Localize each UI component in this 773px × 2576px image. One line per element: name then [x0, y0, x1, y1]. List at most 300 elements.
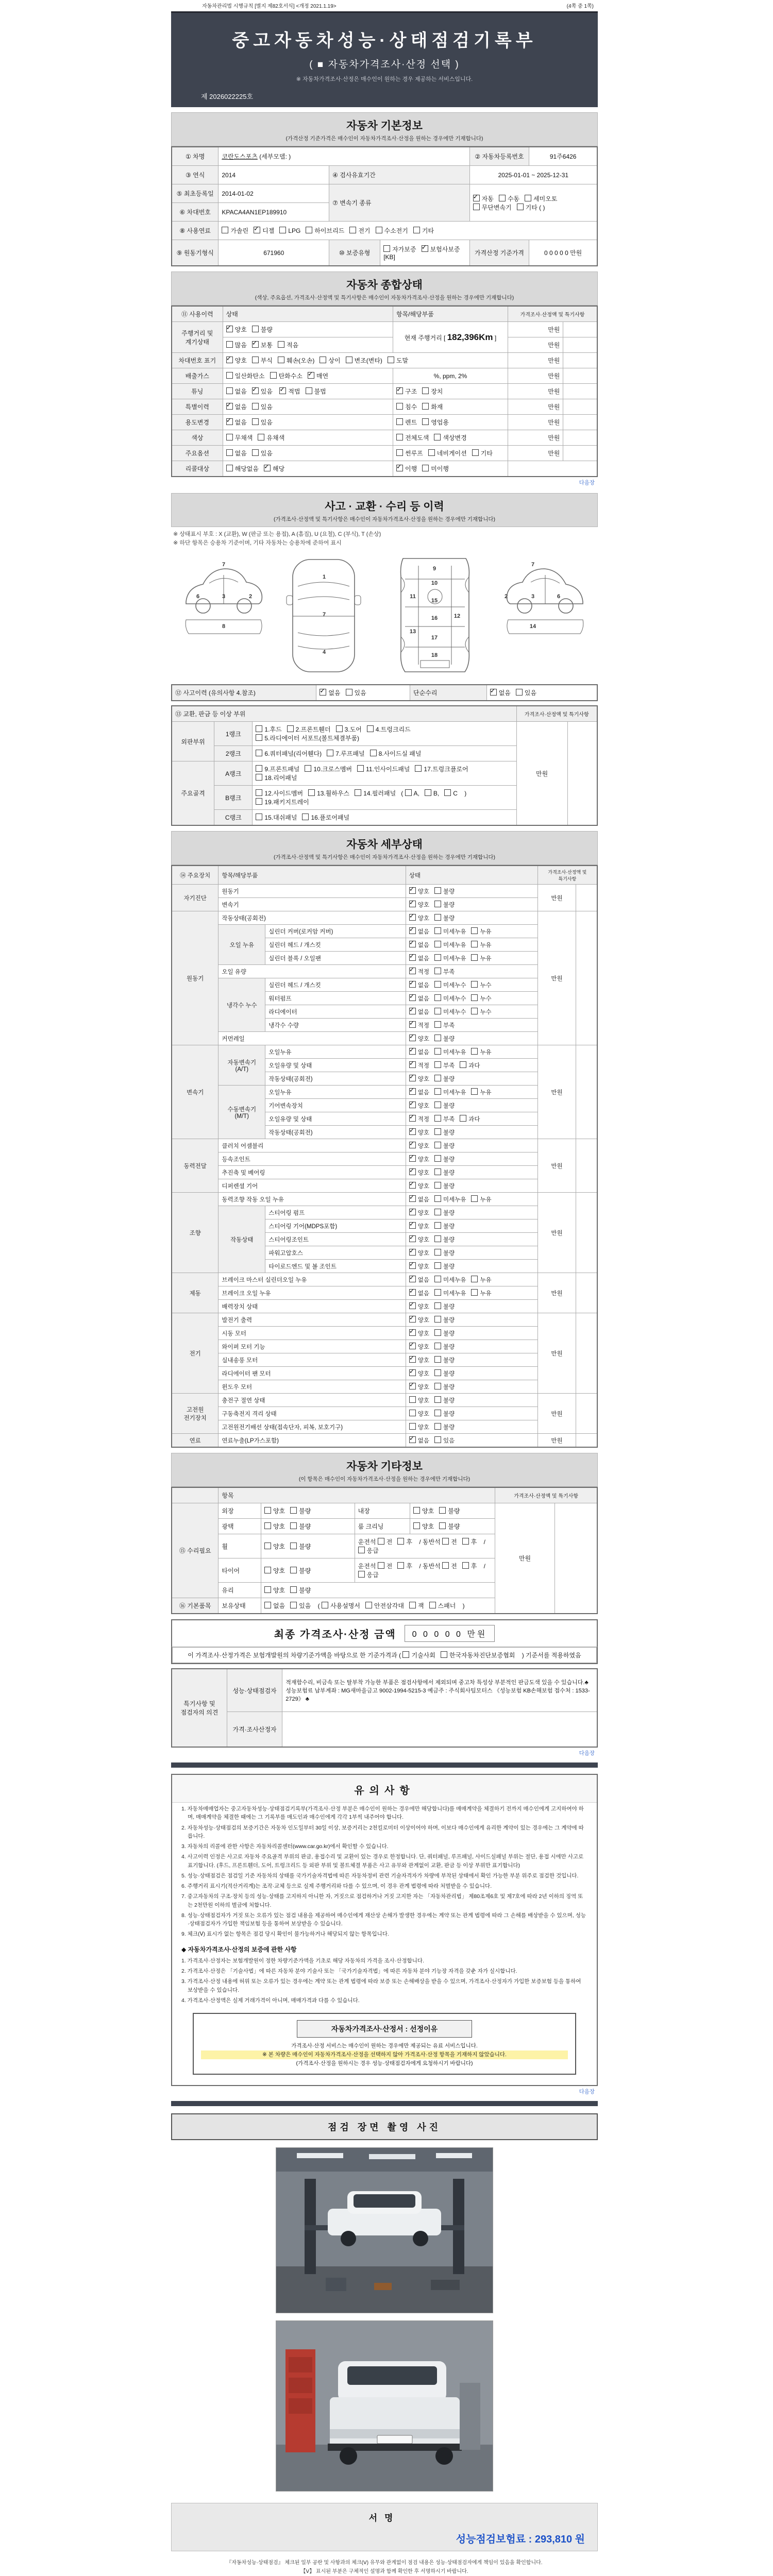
checkbox-icon: 불량 [434, 1224, 455, 1230]
checkbox-icon: 5.라디에이터 서포트(볼트체결부품) [256, 735, 359, 742]
value-cell: 내장 [355, 1503, 410, 1519]
value-cell [563, 322, 597, 337]
label-cell: 상태 [223, 306, 393, 322]
price-basis-line [172, 1647, 597, 1663]
value-cell [406, 1153, 537, 1166]
value-cell [406, 898, 537, 911]
value-cell [406, 1353, 537, 1367]
checkbox-icon: 양호 [409, 1398, 429, 1404]
checkbox-icon: 도말 [388, 357, 408, 364]
value-cell [406, 1112, 537, 1126]
signature-label: 서명 [368, 2513, 400, 2523]
label-cell: ① 차명 [172, 147, 219, 166]
notice-section [171, 1774, 598, 2086]
value-cell [576, 1394, 597, 1434]
document-number: 제 2026022225호 [201, 93, 254, 100]
checkbox-icon: 불량 [434, 1304, 455, 1310]
checkbox-icon: 영업용 [422, 419, 449, 426]
next-page-link[interactable]: 다음장 [579, 480, 595, 486]
value-cell: 현재 주행거리 [ 182,396Km ] [393, 322, 508, 353]
value-cell [406, 1045, 537, 1059]
value-cell: 만원 [508, 337, 563, 353]
checkbox-icon: 많음 [226, 342, 247, 349]
value-cell: 작동상태(공회전) [219, 911, 406, 925]
checkbox-icon: 불량 [434, 916, 455, 922]
label-cell: 상태 [406, 866, 537, 885]
checkbox-checked-icon: ✓ 없음 [226, 419, 247, 426]
notice-subheader: ◆ 자동차가격조사·산정의 보증에 관한 사항 [181, 1945, 297, 1953]
value-cell [576, 1434, 597, 1448]
checkbox-icon: 불량 [434, 1157, 455, 1163]
value-cell: 커먼레일 [219, 1032, 406, 1045]
checkbox-icon: 18.리어패널 [256, 774, 297, 782]
value-cell: 운전석 전 후 / 동반석 전 후 / 응급 [355, 1558, 495, 1583]
checkbox-icon: 불량 [434, 1143, 455, 1149]
checkbox-icon: 불량 [434, 1384, 455, 1391]
checkbox-icon: 13.휠하우스 [308, 790, 349, 797]
label-cell: ⑤ 최초등록일 [172, 184, 219, 203]
regulation-text: 자동차관리법 시행규칙 [별지 제82호서식] <개정 2021.1.19> [202, 4, 337, 9]
checkbox-checked-icon: ✓ 양호 [409, 1250, 429, 1257]
value-cell: 브레이크 마스터 실린더오일 누유 [219, 1273, 406, 1286]
value-cell: 오일누유 [265, 1086, 406, 1099]
value-cell: 윈도우 모터 [219, 1380, 406, 1394]
value-cell [223, 399, 393, 415]
checkbox-checked-icon: ✓ 적법 [279, 388, 300, 395]
diagram-part-number: 1 [322, 574, 326, 580]
value-cell: KPACA4AN1EP189910 [219, 203, 329, 222]
value-cell [563, 353, 597, 368]
checkbox-icon: 무단변속기 [473, 204, 512, 211]
value-cell [406, 1179, 537, 1193]
checkbox-checked-icon: ✓ 없음 [320, 689, 340, 697]
checkbox-icon: 기타 [472, 450, 493, 457]
section-subtitle: (이 항목은 매수인이 자동차가격조사·산정을 원하는 경우에만 기재합니다) [298, 1476, 470, 1482]
value-cell: 워터펌프 [265, 992, 406, 1005]
checkbox-icon: 과다 [460, 1116, 480, 1123]
checkbox-icon: 없음 [264, 1602, 285, 1609]
checkbox-checked-icon: ✓ 양호 [409, 889, 429, 895]
checkbox-icon: 부족 [434, 1063, 455, 1069]
value-cell [567, 722, 597, 826]
notice-item: 7. 중고자동차의 구조·장치 등의 성능·상태를 고지하지 아니한 자, 거짓으로 점검하거나 거짓 고지한 자는 「자동차관리법」 제80조제6호 및 제7호에 따라 2년 이하의 징역 또는 2천만원 이하의 벌금에 처합니다. [181, 1893, 583, 1908]
value-cell: 만원 [508, 430, 563, 446]
notice-item: 2. 가격조사·산정은 「기술사법」에 따른 자동차 분야 기술사 또는 「국가기술자격법」에 따른 자동차 분야 기능장 자격을 갖춘 자가 실시합니다. [181, 1968, 517, 1974]
label-cell: 수동변속기 (M/T) [219, 1086, 265, 1139]
checkbox-checked-icon: ✓ 양호 [409, 1304, 429, 1310]
value-cell [253, 722, 516, 746]
value-cell [406, 1380, 537, 1394]
checkbox-icon: 불량 [434, 1344, 455, 1350]
value-cell: 스티어링 기어(MDPS포함) [265, 1219, 406, 1233]
signature-section [171, 2503, 598, 2551]
value-cell: 시동 모터 [219, 1327, 406, 1340]
value-cell: 실린더 헤드 / 개스킷 [265, 978, 406, 992]
checkbox-checked-icon: ✓ 양호 [409, 1130, 429, 1136]
checkbox-icon: 후 [397, 1563, 412, 1570]
checkbox-checked-icon: ✓ 없음 [409, 1277, 429, 1283]
value-cell: 만원 [508, 446, 563, 461]
value-cell: 만원 [508, 415, 563, 430]
checkbox-checked-icon: ✓ 양호 [409, 1157, 429, 1163]
checkbox-icon: 미세누유 [434, 1090, 466, 1096]
checkbox-icon: 미이행 [422, 465, 449, 472]
value-cell: 외장 [219, 1503, 261, 1519]
diagram-part-number: 2 [504, 594, 508, 600]
final-price-label: 최종 가격조사·산정 금액 [274, 1629, 396, 1640]
notice-item: 3. 가격조사·산정 내용에 허위 또는 오류가 있는 경우에는 계약 또는 관계 법령에 따라 보증 또는 손해배상을 받을 수 있으며, 가격조사·산정자가 가입한 보증보험 등을 통하여 보상받을 수 있습니다. [181, 1978, 581, 1993]
value-cell [406, 965, 537, 978]
value-cell [406, 911, 537, 925]
value-cell: 적재함수리, 비금속 또는 탈부착 가능한 부품은 점검사항에서 제외되며 중고차 특성상 부분적인 판금도색 있을 수 있습니다.♣ 성능보험료 납부계좌 : MG새마을금고 9002-1994-5215-3 예금주 : 주식회사팀모터스 《성능보험 KB손해보험 접수처 : 1533-2729》 ♣ [282, 1669, 597, 1712]
checkbox-icon: 양호 [264, 1567, 285, 1574]
premium-value: 293,810 원 [534, 2534, 585, 2546]
value-cell [261, 1583, 495, 1598]
checkbox-icon: 불량 [290, 1543, 311, 1550]
checkbox-checked-icon: ✓ 없음 [409, 929, 429, 935]
section-title: 자동차 기본정보 [346, 120, 423, 132]
value-cell [406, 1420, 537, 1434]
car-damage-diagram [178, 550, 591, 680]
next-page-link[interactable]: 다음장 [579, 2089, 595, 2095]
value-cell [406, 1233, 537, 1246]
checkbox-icon: 장치 [422, 388, 443, 395]
value-cell [406, 1086, 537, 1099]
value-cell [406, 1032, 537, 1045]
value-cell [253, 761, 516, 786]
diagram-part-number: 18 [431, 652, 438, 658]
value-cell [410, 1519, 495, 1534]
checkbox-icon: 불량 [434, 1170, 455, 1176]
checkbox-icon: 불량 [434, 1425, 455, 1431]
checkbox-icon: LPG [279, 227, 300, 234]
value-cell: 등속조인트 [219, 1153, 406, 1166]
value-cell [486, 685, 597, 701]
checkbox-checked-icon: ✓ 양호 [409, 1076, 429, 1082]
checkbox-icon: 전 [442, 1563, 457, 1570]
checkbox-icon: 불량 [434, 889, 455, 895]
checkbox-icon: 기타 ( ) [517, 204, 545, 211]
value-cell: 디퍼렌셜 기어 [219, 1179, 406, 1193]
value-cell [393, 461, 508, 477]
diagram-part-number: 7 [531, 562, 535, 568]
checkbox-icon: 양호 [264, 1543, 285, 1550]
value-cell: 오일누유 [265, 1045, 406, 1059]
label-cell: 가격산정 기준가격 [469, 240, 529, 266]
value-cell [563, 415, 597, 430]
value-cell: 오일유량 및 상태 [265, 1059, 406, 1072]
checkbox-icon: 사용설명서 [322, 1602, 360, 1609]
checkbox-checked-icon: ✓ 없음 [226, 403, 247, 411]
value-cell [406, 1059, 537, 1072]
diagram-part-number: 3 [531, 594, 535, 600]
checkbox-icon: 전체도색 [396, 434, 429, 442]
checkbox-icon: 불법 [306, 388, 326, 395]
checkbox-checked-icon: ✓ 양호 [409, 1170, 429, 1176]
value-cell [261, 1519, 355, 1534]
checkbox-icon: 누수 [471, 1009, 491, 1015]
section-title: 자동차 기타정보 [346, 1461, 423, 1472]
label-cell: 조향 [172, 1193, 219, 1273]
value-cell: 만원 [537, 911, 576, 1045]
value-cell: 자가보증 ✓ 보험사보증 [KB] [380, 240, 469, 266]
checkbox-icon: 가솔린 [222, 227, 248, 234]
value-cell [406, 1019, 537, 1032]
section-basic-info [171, 112, 598, 146]
checkbox-icon: 누유 [471, 1090, 491, 1096]
value-cell [261, 1534, 355, 1558]
checkbox-icon: 11.인사이드패널 [357, 766, 410, 773]
checkbox-icon: 미세누유 [434, 1277, 466, 1283]
label-cell: 전기 [172, 1313, 219, 1394]
checkbox-checked-icon: ✓ 양호 [409, 1371, 429, 1377]
checkbox-icon: 미세누유 [434, 1197, 466, 1203]
price-basis-host [171, 1647, 598, 1664]
value-cell: 동력조향 작동 오일 누유 [219, 1193, 406, 1206]
checkbox-icon: 기타 [413, 227, 434, 234]
value-cell [223, 337, 393, 353]
basic-info-table [171, 146, 598, 266]
next-page-link[interactable]: 다음장 [579, 1750, 595, 1756]
value-cell: 발전기 출력 [219, 1313, 406, 1327]
pager-row [171, 477, 598, 488]
value-cell [406, 1394, 537, 1407]
checkbox-icon: 탄화수소 [270, 372, 303, 380]
label-cell: ③ 연식 [172, 166, 219, 184]
checkbox-icon: 상이 [320, 357, 340, 364]
label-cell: C랭크 [214, 810, 253, 826]
value-cell [406, 1099, 537, 1112]
value-cell [406, 1246, 537, 1260]
value-cell [406, 938, 537, 952]
value-cell: 실린더 블록 / 오일팬 [265, 952, 406, 965]
diagram-part-number: 10 [431, 580, 438, 586]
value-cell [563, 446, 597, 461]
value-cell: 만원 [508, 399, 563, 415]
checkbox-checked-icon: ✓ 양호 [409, 1344, 429, 1350]
checkbox-icon: 불량 [290, 1523, 311, 1530]
value-cell [219, 222, 597, 240]
section-other [171, 1453, 598, 1487]
checkbox-icon: 19.패키지트레이 [256, 799, 309, 806]
section-subtitle: (가격조사·산정액 및 특기사항은 매수인이 자동차가격조사·산정을 원하는 경우에만 기재합니다) [274, 516, 495, 522]
label-cell: 가격조사·산정액 및 특기사항 [537, 866, 597, 885]
checkbox-checked-icon: ✓ 없음 [409, 956, 429, 962]
checkbox-icon: 불량 [434, 1076, 455, 1082]
checkbox-icon: 3.도어 [336, 726, 362, 733]
notice-title: 유의사항 [172, 1775, 597, 1803]
checkbox-icon: 안전삼각대 [365, 1602, 404, 1609]
checkbox-icon: 있음 [290, 1602, 311, 1609]
checkbox-icon: 불량 [434, 1130, 455, 1136]
label-cell: ⑮ 수리필요 [172, 1503, 219, 1598]
label-cell: ④ 검사유효기간 [329, 166, 470, 184]
diagram-part-number: 9 [432, 566, 436, 572]
section-subtitle: (가격산정 기준가격은 매수인이 자동차가격조사·산정을 원하는 경우에만 기재합니다) [285, 135, 483, 142]
checkbox-checked-icon: ✓ 구조 [396, 388, 417, 395]
checkbox-icon: 색상변경 [434, 434, 466, 442]
value-cell: 배력장치 상태 [219, 1300, 406, 1313]
report-title: 중고자동차성능·상태점검기록부 [232, 31, 537, 50]
diagram-part-number: 6 [557, 594, 561, 600]
checkbox-icon: 없음 [226, 450, 247, 457]
selection-box-lines [201, 2042, 568, 2067]
value-cell [223, 430, 393, 446]
checkbox-icon: 불량 [290, 1587, 311, 1594]
section-accident [171, 493, 598, 527]
diagram-part-number: 16 [431, 615, 438, 621]
checkbox-icon: 불량 [434, 1331, 455, 1337]
value-cell: 오일 유량 [219, 965, 406, 978]
value-cell [261, 1558, 355, 1583]
value-cell [406, 1219, 537, 1233]
value-cell: 만원 [537, 1394, 576, 1434]
value-cell: 2025-01-01 ~ 2025-12-31 [469, 166, 597, 184]
checkbox-icon: 유채색 [258, 434, 284, 442]
section-title: 자동차 세부상태 [346, 839, 423, 851]
value-cell: 만원 [537, 885, 576, 911]
label-cell: ⑧ 사용연료 [172, 222, 219, 240]
notice-item: 6. 주행거리 표시기(적산거리계)는 조작·교체 등으로 실제 주행거리와 다를 수 있으며, 이 경우 관계 법령에 따라 처벌받을 수 있습니다. [181, 1883, 492, 1890]
value-cell: 코란도스포츠 (세부모델: ) [219, 147, 469, 166]
value-cell: 변속기 [219, 898, 406, 911]
value-cell: 라디에이터 팬 모터 [219, 1367, 406, 1380]
checkbox-icon: C [444, 790, 458, 797]
checkbox-checked-icon: ✓ 보통 [252, 342, 273, 349]
report-subtitle: ( ■ 자동차가격조사·산정 선택 ) [309, 59, 460, 70]
label-cell: 색상 [172, 430, 223, 446]
inspector-opinion-table [171, 1668, 598, 1748]
checkbox-icon: A, [405, 790, 419, 797]
checkbox-checked-icon: ✓ 없음 [409, 1291, 429, 1297]
section-detail [171, 831, 598, 865]
other-info-table-host [171, 1487, 598, 1614]
checkbox-icon: 12.사이드멤버 [256, 790, 303, 797]
notice-item: 2. 자동차성능·상태점검의 보증기간은 자동차 인도일부터 30일 이상, 보증거리는 2천킬로미터 이상이어야 하며, 이보다 매수인에게 유리한 계약이 있는 경우에는 그 계약에 따릅니다. [181, 1824, 584, 1839]
checkbox-icon: 불량 [434, 1371, 455, 1377]
checkbox-icon: 불량 [434, 1036, 455, 1042]
value-cell [508, 461, 597, 477]
checkbox-icon: 있음 [252, 450, 273, 457]
photo-section-title: 점검 장면 촬영 사진 [171, 2113, 598, 2140]
label-cell: 2랭크 [214, 746, 253, 761]
checkbox-icon: 불량 [434, 1237, 455, 1243]
value-cell: 만원 [516, 722, 567, 826]
checkbox-icon: 불량 [434, 1210, 455, 1216]
value-cell: 만원 [537, 1313, 576, 1394]
checkbox-icon: 부식 [252, 357, 273, 364]
panel-repair-table [171, 705, 598, 826]
checkbox-icon: 양호 [264, 1523, 285, 1530]
label-cell: 주요골격 [172, 761, 214, 826]
value-cell: 추진축 및 베어링 [219, 1166, 406, 1179]
checkbox-icon: 14.필러패널 [355, 790, 396, 797]
checkbox-checked-icon: ✓ 양호 [409, 1331, 429, 1337]
value-cell [563, 430, 597, 446]
notice-item: 1. 자동차매매업자는 중고자동차성능·상태점검기록부(가격조사·산정 부분은 매수인이 원하는 경우에만 해당합니다)를 매매계약을 체결하기 전까지 매수인에게 고지하여야 하며, 매매계약을 체결한 때에는 그 기록부를 매도인과 매수인에게 각각 1부씩 내주어야 합니다. [181, 1806, 584, 1821]
checkbox-icon: 미세누유 [434, 942, 466, 948]
label-cell: 특별이력 [172, 399, 223, 415]
value-cell: 기어변속장치 [265, 1099, 406, 1112]
checkbox-checked-icon: ✓ 적정 [409, 1023, 429, 1029]
premium-label: 성능점검보험료 : [456, 2534, 532, 2546]
label-cell: ⑯ 기본품목 [172, 1598, 219, 1614]
checkbox-checked-icon: ✓ 양호 [226, 357, 247, 364]
selection-box-line: (가격조사·산정을 원하시는 경우 성능·상태점검자에게 요청하시기 바랍니다) [296, 2060, 473, 2066]
checkbox-icon: 1.후드 [256, 726, 281, 733]
checkbox-checked-icon: ✓ 보험사보증 [422, 246, 460, 253]
checkbox-icon: 훼손(오손) [278, 357, 314, 364]
notice-item: 5. 성능·상태점검은 점검일 기준 자동차의 상태를 국가기술자격법에 따른 자동차정비 관련 기술자격자가 차량에 부착된 상태에서 확인 가능한 부분 위주로 점검한 것입니다. [181, 1872, 579, 1879]
value-cell [406, 925, 537, 938]
notice-item: 3. 자동차의 리콜에 관한 사항은 자동차리콜센터(www.car.go.kr)에서 확인할 수 있습니다. [181, 1843, 389, 1850]
checkbox-icon: 잭 [409, 1602, 424, 1609]
checkbox-checked-icon: ✓ 없음 [409, 1090, 429, 1096]
checkbox-icon: 화재 [422, 403, 443, 411]
checkbox-checked-icon: ✓ 양호 [409, 1183, 429, 1190]
checkbox-checked-icon: ✓ 양호 [409, 902, 429, 908]
value-cell [406, 1260, 537, 1273]
checkbox-icon: 세미오토 [525, 195, 557, 202]
checkbox-checked-icon: ✓ 이행 [396, 465, 417, 472]
value-cell: 만원 [508, 384, 563, 399]
checkbox-icon: 전 [442, 1538, 457, 1546]
checkbox-checked-icon: ✓ 없음 [490, 689, 511, 697]
checkbox-checked-icon: ✓ 해당 [264, 465, 284, 472]
label-cell: 냉각수 누수 [219, 978, 265, 1032]
label-cell: 주요옵션 [172, 446, 223, 461]
label-cell: 연료 [172, 1434, 219, 1448]
label-cell: 용도변경 [172, 415, 223, 430]
value-cell: 타이어 [219, 1558, 261, 1583]
label-cell: 가격조사·산정액 및 특기사항 [516, 706, 597, 722]
value-cell [406, 1193, 537, 1206]
checkbox-icon: 2.프론트휀더 [287, 726, 331, 733]
checkbox-icon: 누유 [471, 956, 491, 962]
checkbox-icon: 침수 [396, 403, 417, 411]
checkbox-icon: 불량 [290, 1567, 311, 1574]
legend-symbols: ※ 상태표시 부호 : X (교환), W (판금 또는 용접), A (흠집), U (요철), C (부식), T (손상) [173, 531, 381, 537]
label-cell: 차대번호 표기 [172, 353, 223, 368]
value-cell [406, 1072, 537, 1086]
checkbox-icon: 미세누수 [434, 1009, 466, 1015]
checkbox-icon: 양호 [413, 1507, 434, 1515]
checkbox-checked-icon: ✓ 양호 [409, 1264, 429, 1270]
value-cell [223, 322, 393, 337]
value-cell [406, 1407, 537, 1420]
checkbox-icon: 하이브리드 [306, 227, 344, 234]
accident-legend [171, 527, 598, 548]
value-cell: 만원 [508, 322, 563, 337]
inspector-opinion-host [171, 1668, 598, 1748]
section-title: 자동차 종합상태 [346, 279, 423, 291]
value-cell: 만원 [508, 368, 563, 384]
value-cell [576, 885, 597, 911]
value-cell: %, ppm, 2% [393, 368, 508, 384]
value-cell: 2014-01-02 [219, 184, 329, 203]
checkbox-icon: 7.루프패널 [327, 750, 364, 757]
checkbox-icon: 있음 [434, 1438, 455, 1444]
value-cell [406, 1300, 537, 1313]
section-subtitle: (색상, 주요옵션, 가격조사·산정액 및 특기사항은 매수인이 자동차가격조사·산정을 원하는 경우에만 기재합니다) [255, 295, 514, 301]
checkbox-checked-icon: ✓ 매연 [308, 372, 328, 380]
value-cell: 충전구 절연 상태 [219, 1394, 406, 1407]
value-cell: 작동상태(공회전) [265, 1072, 406, 1086]
overall-condition-table-host [171, 306, 598, 477]
diagram-part-number: 7 [322, 612, 326, 618]
value-cell [223, 415, 393, 430]
label-cell: 가격조사·산정액 및 특기사항 [495, 1487, 597, 1503]
